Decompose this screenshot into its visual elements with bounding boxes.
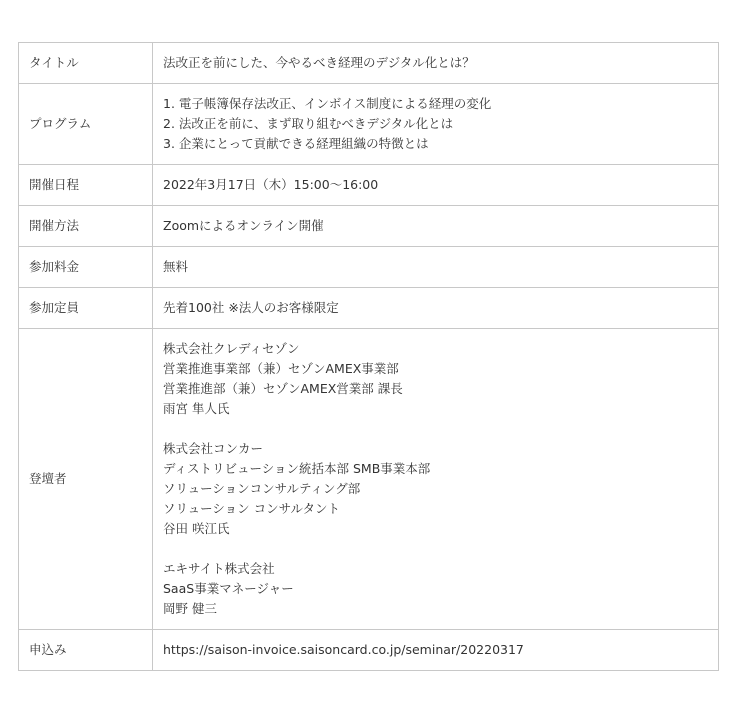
program-item: 3. 企業にとって貢献できる経理組織の特徴とは xyxy=(163,136,429,151)
seminar-info-table xyxy=(18,42,719,671)
speaker-line: 株式会社コンカー xyxy=(163,441,264,456)
program-item: 2. 法改正を前に、まず取り組むべきデジタル化とは xyxy=(163,116,454,131)
row-label: プログラム xyxy=(19,84,153,165)
speaker-line: ソリューションコンサルティング部 xyxy=(163,481,361,496)
speaker-line: SaaS事業マネージャー xyxy=(163,581,294,596)
speaker-line: 株式会社クレディセゾン xyxy=(163,341,300,356)
speaker-line: エキサイト株式会社 xyxy=(163,561,275,576)
fee-text: 無料 xyxy=(163,259,189,274)
row-label: 開催日程 xyxy=(19,165,153,206)
row-value xyxy=(153,630,719,671)
row-label: 開催方法 xyxy=(19,206,153,247)
row-method xyxy=(19,206,719,247)
row-date xyxy=(19,165,719,206)
row-fee xyxy=(19,247,719,288)
application-url: https://saison-invoice.saisoncard.co.jp/seminar/20220317 xyxy=(163,642,524,657)
row-capacity xyxy=(19,288,719,329)
speaker-line: ディストリビューション統括本部 SMB事業本部 xyxy=(163,461,431,476)
row-value xyxy=(153,329,719,630)
speaker-line: 谷田 咲江氏 xyxy=(163,521,230,536)
row-program xyxy=(19,84,719,165)
row-value xyxy=(153,43,719,84)
speaker-line: 岡野 健三 xyxy=(163,601,217,616)
program-item: 1. 電子帳簿保存法改正、インボイス制度による経理の変化 xyxy=(163,96,492,111)
speaker-spacer xyxy=(163,419,708,439)
row-label: 申込み xyxy=(19,630,153,671)
method-text: Zoomによるオンライン開催 xyxy=(163,218,324,233)
date-text: 2022年3月17日（木）15:00〜16:00 xyxy=(163,177,379,192)
speaker-line: 雨宮 隼人氏 xyxy=(163,401,230,416)
row-label: 参加料金 xyxy=(19,247,153,288)
row-value xyxy=(153,165,719,206)
row-label: 登壇者 xyxy=(19,329,153,630)
row-title xyxy=(19,43,719,84)
capacity-text: 先着100社 ※法人のお客様限定 xyxy=(163,300,339,315)
row-label: タイトル xyxy=(19,43,153,84)
speaker-line: 営業推進事業部（兼）セゾンAMEX事業部 xyxy=(163,361,399,376)
speaker-line: ソリューション コンサルタント xyxy=(163,501,340,516)
title-text: 法改正を前にした、今やるべき経理のデジタル化とは？ xyxy=(163,55,475,70)
speaker-spacer xyxy=(163,539,708,559)
row-value xyxy=(153,84,719,165)
row-speakers xyxy=(19,329,719,630)
row-value xyxy=(153,206,719,247)
row-value xyxy=(153,288,719,329)
row-label: 参加定員 xyxy=(19,288,153,329)
speaker-line: 営業推進部（兼）セゾンAMEX営業部 課長 xyxy=(163,381,403,396)
row-value xyxy=(153,247,719,288)
row-application xyxy=(19,630,719,671)
